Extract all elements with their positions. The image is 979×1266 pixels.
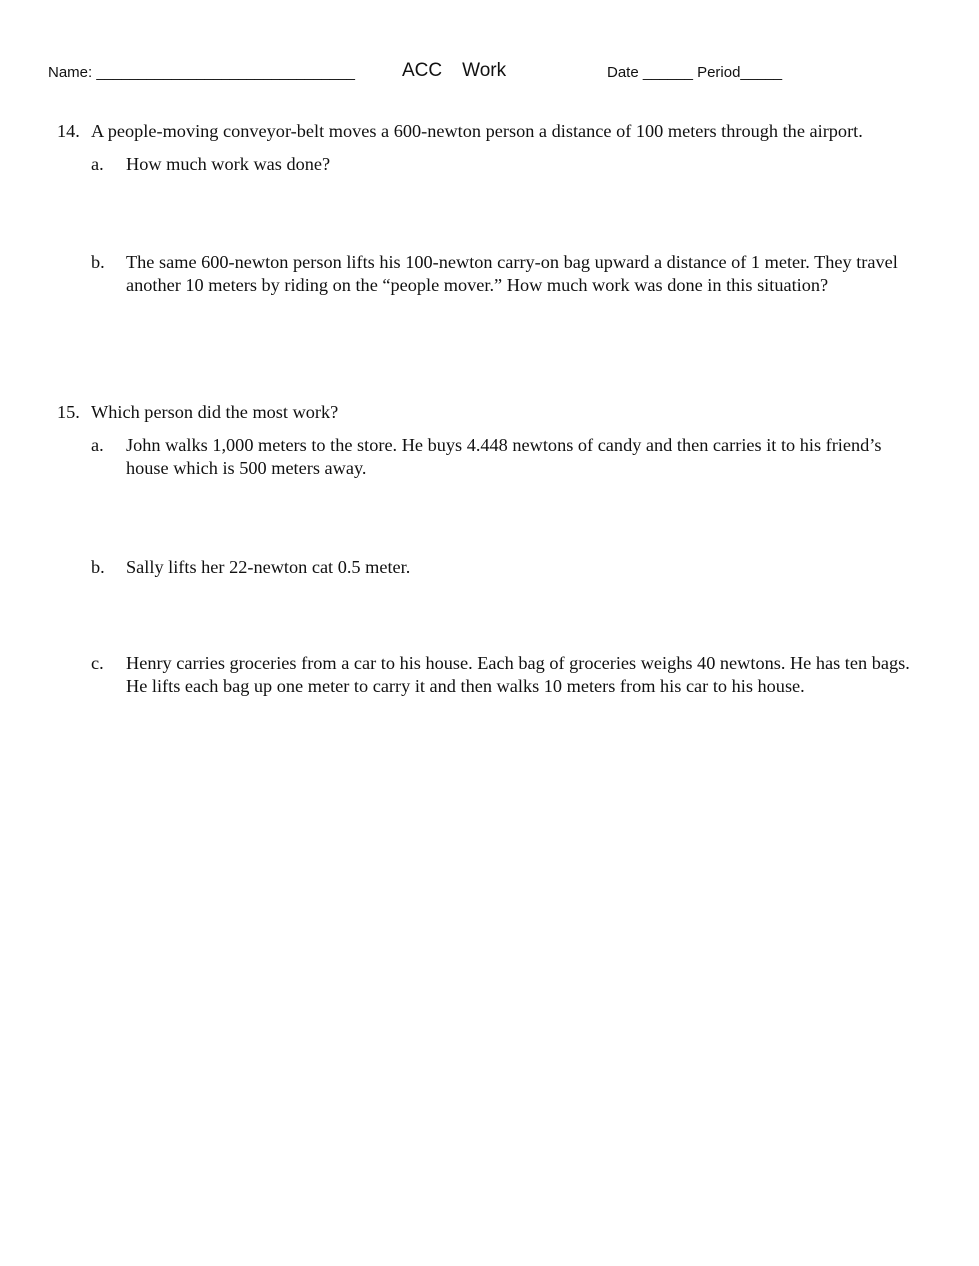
question-15c-text: Henry carries groceries from a car to his house. Each bag of groceries weighs 40 newtons. He has ten bags. He lifts each bag up one meter to carry it and then walks 10 meters from his car to his house. [126,653,910,696]
name-field-label: Name: _______________________________ [48,64,355,81]
title-course: ACC [402,60,443,81]
question-15b-text: Sally lifts her 22-newton cat 0.5 meter. [126,557,411,577]
question-14-text: A people-moving conveyor-belt moves a 600-newton person a distance of 100 meters through the airport. [91,121,863,141]
question-14b-text: The same 600-newton person lifts his 100-newton carry-on bag upward a distance of 1 meter. They travel another 10 meters by riding on the “people mover.” How much work was done in this situation? [126,252,898,295]
question-15-number: 15. [57,402,80,422]
question-15a-letter: a. [91,435,104,455]
worksheet-title [402,60,506,82]
date-period-label: Date ______ Period_____ [607,64,783,81]
question-15c-letter: c. [91,653,104,673]
question-15-text: Which person did the most work? [91,402,339,422]
question-15a-text: John walks 1,000 meters to the store. He buys 4.448 newtons of candy and then carries it to his friend’s house which is 500 meters away. [126,435,882,478]
question-15b-letter: b. [91,557,105,577]
question-14a-letter: a. [91,154,104,174]
question-14a-text: How much work was done? [126,154,331,174]
question-14-number: 14. [57,121,80,141]
worksheet-header [48,60,948,86]
question-14b-letter: b. [91,252,105,272]
title-topic: Work [462,60,507,81]
